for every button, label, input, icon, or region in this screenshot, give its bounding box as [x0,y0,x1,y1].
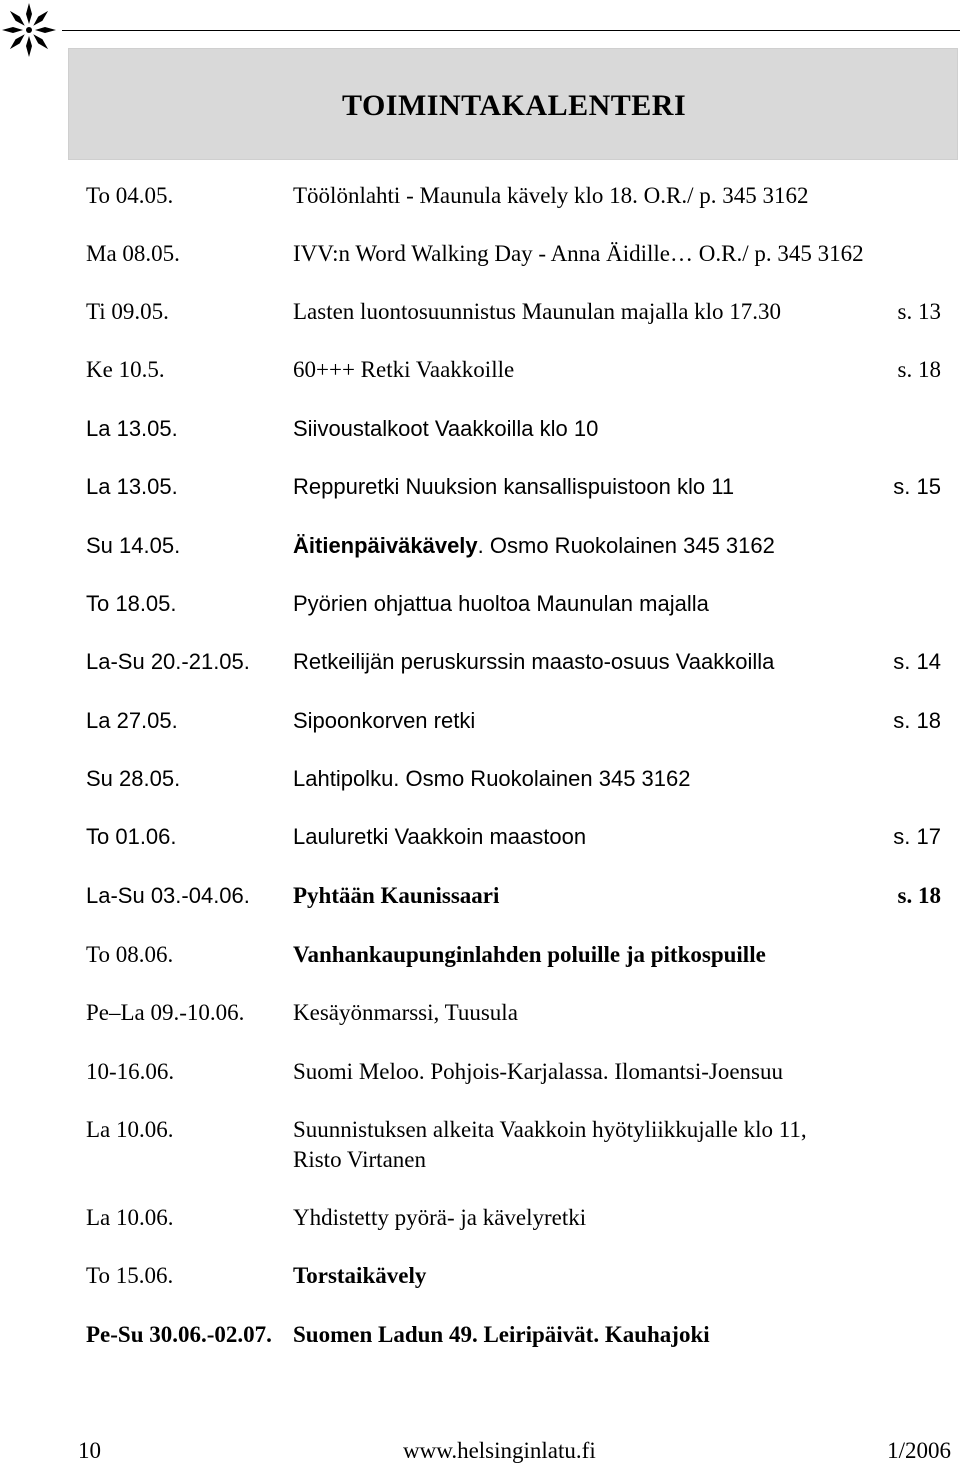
event-date: La-Su 20.-21.05. [86,649,250,674]
event-date: Pe–La 09.-10.06. [86,1000,245,1025]
event-page-ref: s. 18 [897,357,941,382]
event-description: Torstaikävely [293,1263,427,1288]
event-date: Su 28.05. [86,766,181,791]
snowflake-logo-icon [0,0,62,62]
event-description: Sipoonkorven retki [293,708,476,733]
event-date: Ke 10.5. [86,357,165,382]
event-date: La 13.05. [86,474,178,499]
event-description: Vanhankaupunginlahden poluille ja pitkospuille [293,942,766,967]
event-date: 10-16.06. [86,1059,175,1084]
event-date: To 18.05. [86,591,177,616]
header-rule [62,30,960,31]
event-description: Pyörien ohjattua huoltoa Maunulan majalla [293,591,709,616]
event-date: Su 14.05. [86,533,181,558]
event-date: La 27.05. [86,708,178,733]
event-description: IVV:n Word Walking Day - Anna Äidille… O.R./ p. 345 3162 [293,241,864,266]
event-date: To 15.06. [86,1263,174,1288]
issue-number: 1/2006 [887,1438,951,1463]
event-description: Suomen Ladun 49. Leiripäivät. Kauhajoki [293,1322,710,1347]
event-date: La 10.06. [86,1205,174,1230]
event-date: To 04.05. [86,183,174,208]
event-title-bold: Äitienpäiväkävely [293,533,478,558]
event-page-ref: s. 13 [897,299,941,324]
event-description: Kesäyönmarssi, Tuusula [293,1000,518,1025]
event-description: Suunnistuksen alkeita Vaakkoin hyötyliikkujalle klo 11, [293,1117,807,1142]
event-date: La 10.06. [86,1117,174,1142]
event-description: Siivoustalkoot Vaakkoilla klo 10 [293,416,599,441]
event-page-ref: s. 18 [893,708,941,733]
event-description: Lauluretki Vaakkoin maastoon [293,824,587,849]
title-banner [68,48,958,160]
event-description: Lahtipolku. Osmo Ruokolainen 345 3162 [293,766,691,791]
website-link[interactable]: www.helsinginlatu.fi [403,1438,596,1463]
event-description: 60+++ Retki Vaakkoille [293,357,515,382]
event-description: Pyhtään Kaunissaari [293,883,500,908]
event-details: . Osmo Ruokolainen 345 3162 [477,533,775,558]
event-date: To 08.06. [86,942,174,967]
event-date: Ti 09.05. [86,299,169,324]
page-title: TOIMINTAKALENTERI [342,89,687,122]
event-description: Lasten luontosuunnistus Maunulan majalla klo 17.30 [293,299,782,324]
event-page-ref: s. 15 [893,474,941,499]
event-date: Pe-Su 30.06.-02.07. [86,1322,272,1347]
event-date: Ma 08.05. [86,241,180,266]
event-description: Reppuretki Nuuksion kansallispuistoon klo 11 [293,474,735,499]
event-description: Töölönlahti - Maunula kävely klo 18. O.R./ p. 345 3162 [293,183,809,208]
event-date: To 01.06. [86,824,177,849]
event-description: Retkeilijän peruskurssin maasto-osuus Vaakkoilla [293,649,775,674]
event-date: La-Su 03.-04.06. [86,883,250,908]
page-number: 10 [78,1438,101,1463]
event-description-line2: Risto Virtanen [293,1147,426,1172]
event-date: La 13.05. [86,416,178,441]
event-description [293,531,775,561]
event-page-ref: s. 17 [893,824,941,849]
event-description: Yhdistetty pyörä- ja kävelyretki [293,1205,587,1230]
event-page-ref: s. 14 [893,649,941,674]
event-description: Suomi Meloo. Pohjois-Karjalassa. Ilomantsi-Joensuu [293,1059,783,1084]
event-page-ref: s. 18 [897,883,941,908]
